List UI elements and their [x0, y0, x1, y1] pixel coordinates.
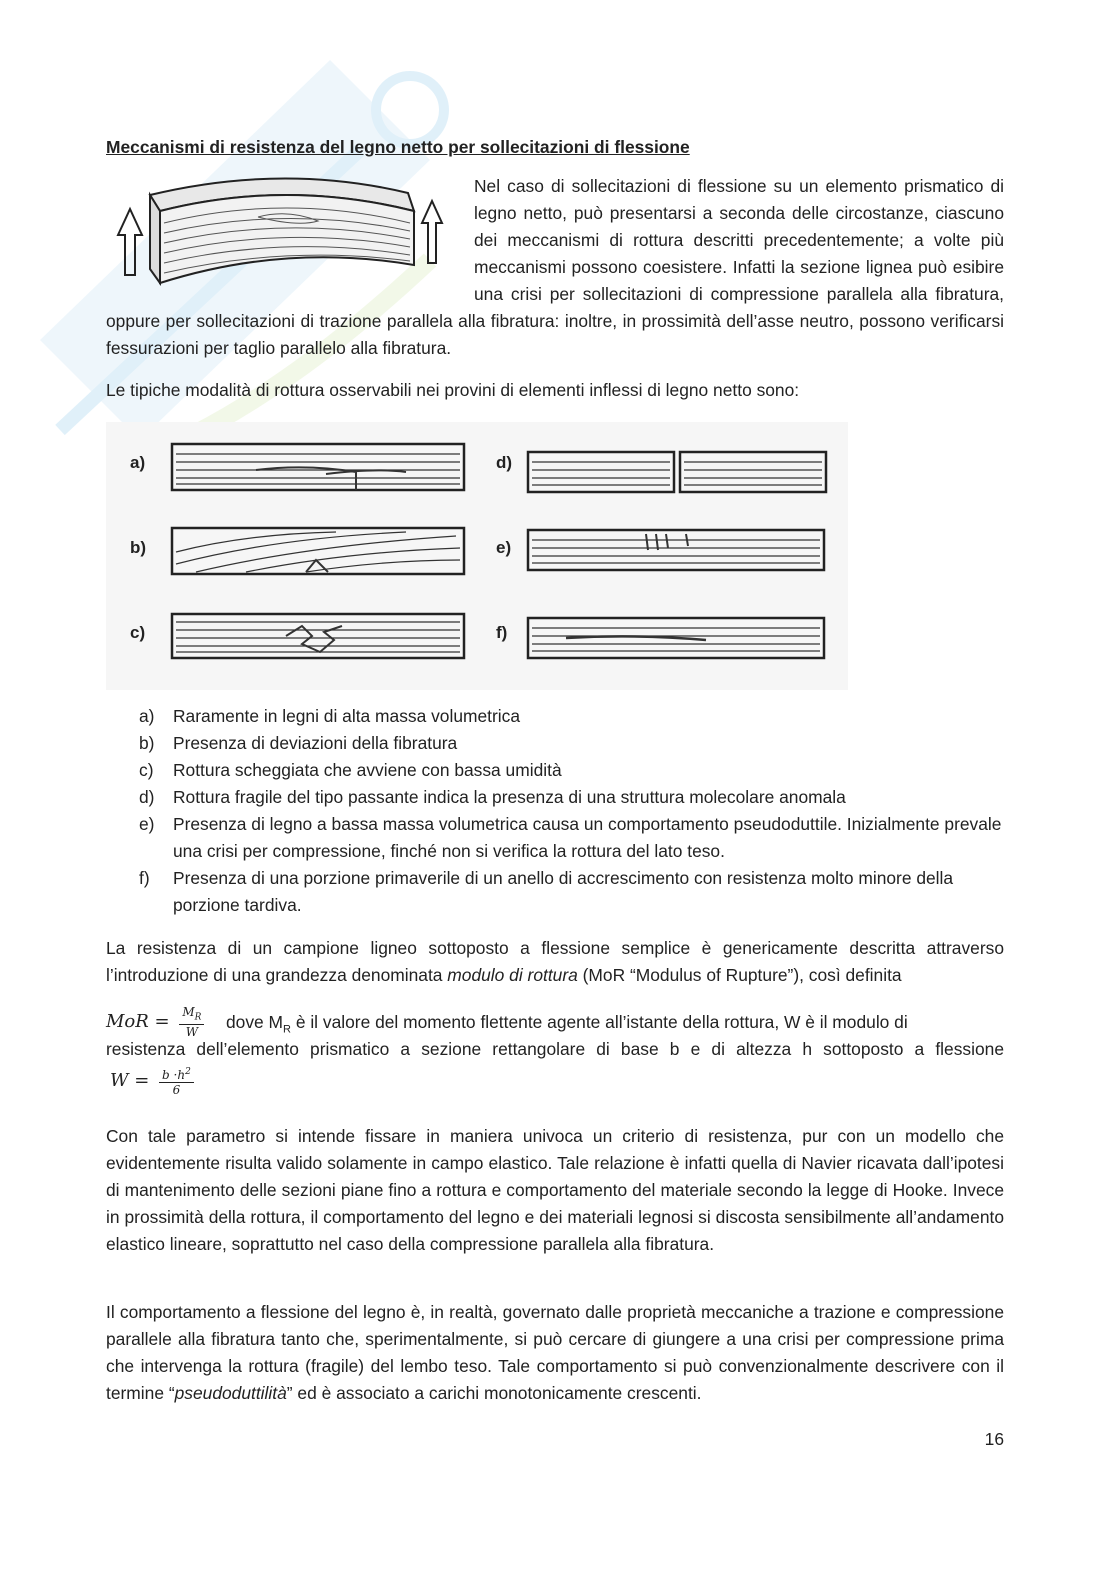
list-item: d) Rottura fragile del tipo passante indica la presenza di una struttura molecolare anomala [139, 787, 846, 807]
figure-label-c: c) [130, 623, 146, 642]
section-heading: Meccanismi di resistenza del legno netto per sollecitazioni di flessione [106, 137, 690, 157]
mor-paragraph: La resistenza di un campione ligneo sottoposto a flessione semplice è genericamente descritta attraverso l’introduzione di una grandezza denominata modulo di rottura (MoR “Modulus of Rupture”), così definita [106, 938, 1004, 985]
list-item: a) Raramente in legni di alta massa volumetrica [139, 706, 521, 726]
navier-paragraph: Con tale parametro si intende fissare in maniera univoca un criterio di resistenza, pur con un modello che evidentemente risulta valido solamente in campo elastico. Tale relazione è infatti quella di Navier ricavata dall’ipotesi di mantenimento delle sezioni piane fino a rottura e comportamento del materiale secondo la legge di Hooke. Invece in prossimità della rottura, il comportamento del legno e dei materiali legnosi si discosta sensibilmente all’andamento elastico lineare, soprattutto nel caso della compressione parallela alla fibratura. [106, 1126, 1004, 1254]
list-item: c) Rottura scheggiata che avviene con bassa umidità [139, 760, 562, 780]
mor-formula: MoR = $\frac{M_R}{W}$ [106, 1005, 204, 1039]
page-number: 16 [984, 1429, 1004, 1449]
list-item: e) Presenza di legno a bassa massa volumetrica causa un comportamento pseudoduttile. Inizialmente prevale una crisi per compressione, finché non si verifica la rottura del lato teso. [139, 814, 1002, 861]
pseudoductility-paragraph: Il comportamento a flessione del legno è, in realtà, governato dalle proprietà meccaniche a trazione e compressione parallele alla fibratura tanto che, sperimentalmente, si può cercare di giungere a una crisi per compressione prima che intervenga la rottura (fragile) del lembo teso. Tale comportamento si può convenzionalmente descrivere con il termine “pseudoduttilità” ed è associato a carichi monotonicamente crescenti. [106, 1302, 1004, 1403]
failure-modes-figure [106, 422, 848, 690]
figure-label-f: f) [496, 623, 508, 642]
figure-label-b: b) [130, 538, 147, 557]
w-formula: W = $\frac{b \cdot h^2}{6}$ [110, 1065, 194, 1097]
figure-label-a: a) [130, 453, 146, 472]
typical-modes-paragraph: Le tipiche modalità di rottura osservabili nei provini di elementi inflessi di legno netto sono: [106, 380, 800, 400]
intro-paragraph: Nel caso di sollecitazioni di flessione su un elemento prismatico di legno netto, può presentarsi a seconda delle circostanze, ciascuno dei meccanismi di rottura descritti precedentemente; a volte più meccanismi possono coesistere. Infatti la sezione lignea può esibire una crisi per sollecitazioni di compressione parallela alla fibratura, oppure per sollecitazioni di trazione parallela alla fibratura: inoltre, in prossimità dell’asse neutro, possono verificarsi fessurazioni per taglio parallelo alla fibratura. [106, 176, 1004, 358]
figure-label-e: e) [496, 538, 512, 557]
list-item: b) Presenza di deviazioni della fibratura [139, 733, 458, 753]
list-item: f) Presenza di una porzione primaverile di un anello di accrescimento con resistenza molto minore della porzione tardiva. [139, 868, 954, 915]
failure-modes-list [106, 703, 1004, 919]
mor-formula-description-line2: resistenza dell’elemento prismatico a sezione rettangolare di base b e di altezza h sottoposto a flessione [106, 1039, 1004, 1059]
figure-label-d: d) [496, 453, 513, 472]
mor-formula-description: dove $M_R$ è il valore del momento flettente agente all’istante della rottura, W è il modulo di [226, 1012, 908, 1036]
